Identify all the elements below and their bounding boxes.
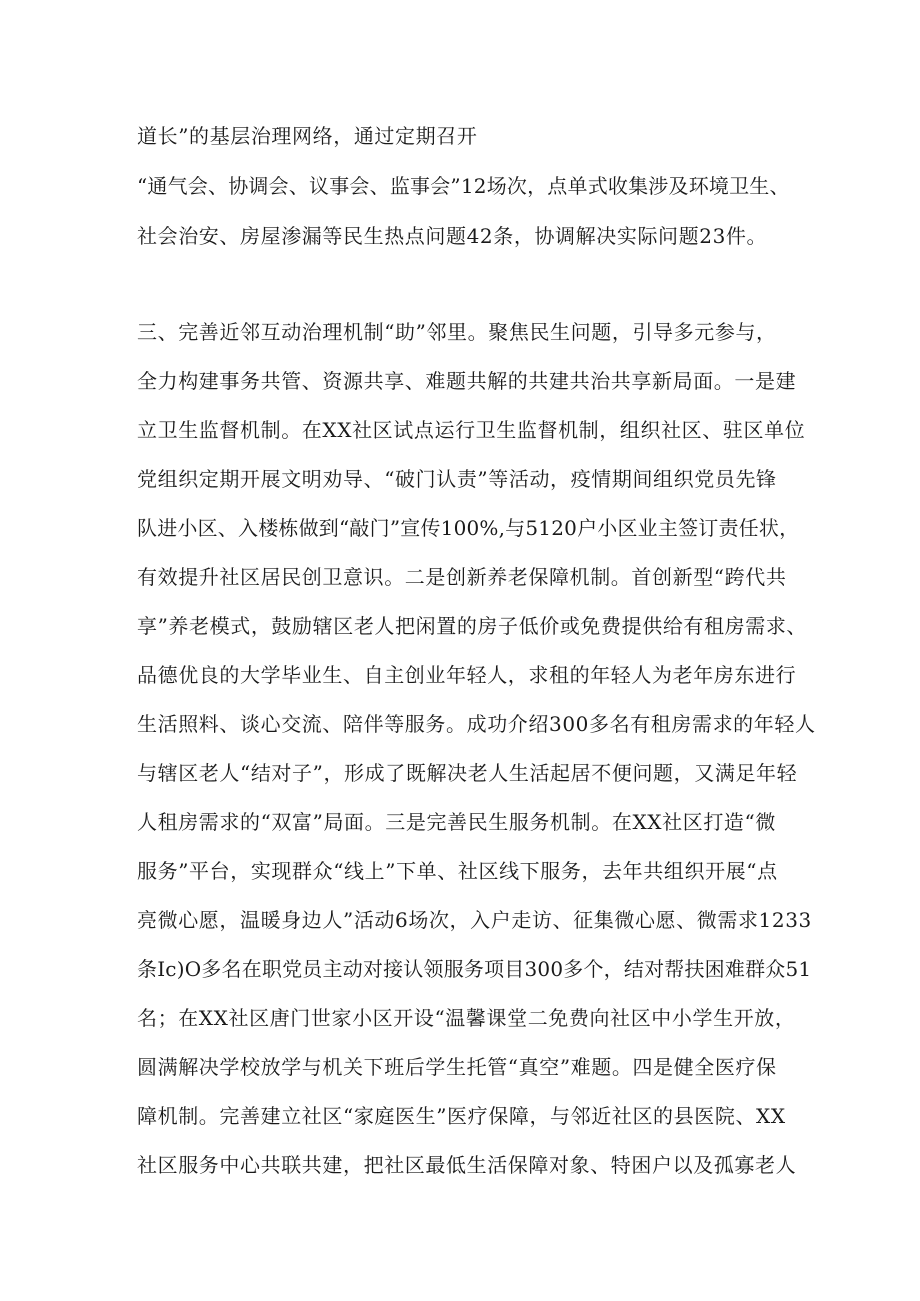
text-line: 党组织定期开展文明劝导、“破门认责”等活动，疫情期间组织党员先锋 — [137, 467, 777, 491]
text-line: 品德优良的大学毕业生、自主创业年轻人，求租的年轻人为老年房东进行 — [137, 663, 797, 687]
text-line: 服务”平台，实现群众“线上”下单、社区线下服务，去年共组织开展“点 — [137, 859, 778, 883]
text-line: 与辖区老人“结对子”，形成了既解决老人生活起居不便问题，又满足年轻 — [137, 761, 798, 785]
text-line: 立卫生监督机制。在XX社区试点运行卫生监督机制，组织社区、驻区单位 — [137, 418, 806, 442]
text-line: 三、完善近邻互动治理机制“助”邻里。聚焦民生问题，引导多元参与， — [137, 320, 777, 344]
text-line: 圆满解决学校放学与机关下班后学生托管“真空”难题。四是健全医疗保 — [137, 1055, 777, 1079]
text-line: 障机制。完善建立社区“家庭医生”医疗保障，与邻近社区的县医院、XX — [137, 1104, 786, 1128]
text-line: 队进小区、入楼栋做到“敲门”宣传100%,与5120户小区业主签订责任状， — [137, 516, 800, 540]
text-line: 道长”的基层治理网络，通过定期召开 — [137, 124, 478, 148]
text-line: “通气会、协调会、议事会、监事会”12场次，点单式收集涉及环境卫生、 — [137, 174, 790, 198]
text-line: 全力构建事务共管、资源共享、难题共解的共建共治共享新局面。一是建 — [137, 369, 797, 393]
text-line: 名；在XX社区唐门世家小区开设“温馨课堂二免费向社区中小学生开放， — [137, 1006, 796, 1030]
text-line: 社会治安、房屋渗漏等民生热点问题42条，协调解决实际问题23件。 — [137, 224, 768, 248]
text-line: 生活照料、谈心交流、陪伴等服务。成功介绍300多名有租房需求的年轻人 — [137, 712, 816, 736]
text-line: 社区服务中心共联共建，把社区最低生活保障对象、特困户以及孤寡老人 — [137, 1153, 797, 1177]
text-line: 有效提升社区居民创卫意识。二是创新养老保障机制。首创新型“跨代共 — [137, 565, 787, 589]
text-line: 亮微心愿，温暖身边人”活动6场次，入户走访、征集微心愿、微需求1233 — [137, 908, 812, 932]
text-line: 条Ic)O多名在职党员主动对接认领服务项目300多个，结对帮扶困难群众51 — [137, 957, 812, 981]
text-line: 人租房需求的“双富”局面。三是完善民生服务机制。在XX社区打造“微 — [137, 810, 776, 834]
text-line: 享”养老模式，鼓励辖区老人把闲置的房子低价或免费提供给有租房需求、 — [137, 614, 808, 638]
